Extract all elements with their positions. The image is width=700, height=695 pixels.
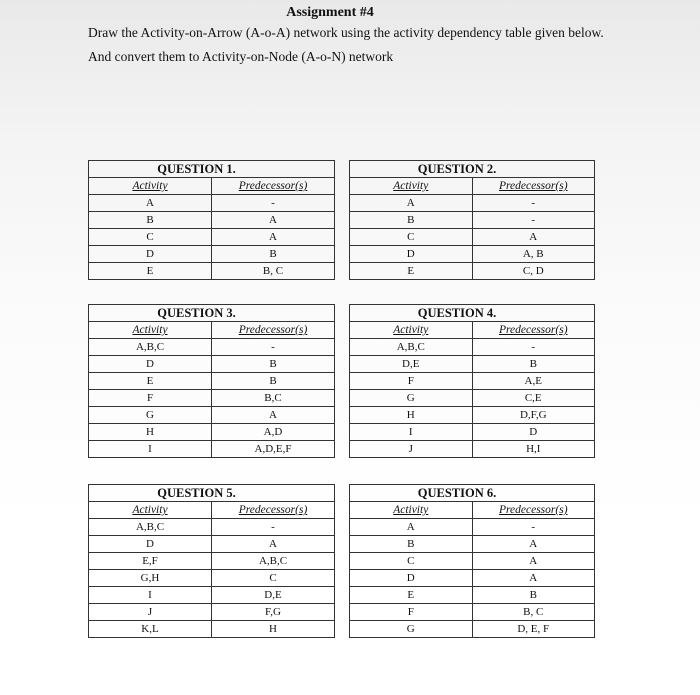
predecessor-cell: A [212, 229, 335, 246]
activity-cell: D [89, 356, 212, 373]
activity-cell: A [350, 195, 473, 212]
table-row [350, 390, 595, 407]
predecessor-cell: B [212, 356, 335, 373]
table-row [350, 604, 595, 621]
activity-cell: A,B,C [89, 519, 212, 536]
table-row [89, 536, 335, 553]
table-row [350, 570, 595, 587]
activity-cell: A,B,C [89, 339, 212, 356]
activity-cell: K,L [89, 621, 212, 638]
table-row [350, 519, 595, 536]
table-row [89, 390, 335, 407]
predecessor-cell: A,D [212, 424, 335, 441]
activity-column-header: Activity [89, 178, 212, 195]
question-1-table [88, 160, 335, 280]
activity-cell: D [350, 246, 473, 263]
activity-cell: G [89, 407, 212, 424]
predecessor-cell: - [472, 519, 595, 536]
predecessor-column-header: Predecessor(s) [212, 502, 335, 519]
predecessor-cell: D,F,G [472, 407, 595, 424]
question-3-table [88, 304, 335, 458]
table-row [89, 553, 335, 570]
activity-cell: C [89, 229, 212, 246]
activity-cell: J [89, 604, 212, 621]
question-4-table [349, 304, 595, 458]
predecessor-cell: B, C [472, 604, 595, 621]
activity-cell: E [89, 373, 212, 390]
predecessor-cell: C, D [472, 263, 595, 280]
table-row [89, 373, 335, 390]
activity-cell: G [350, 621, 473, 638]
predecessor-cell: A [472, 570, 595, 587]
predecessor-column-header: Predecessor(s) [472, 502, 595, 519]
table-row [89, 441, 335, 458]
activity-cell: B [89, 212, 212, 229]
activity-cell: F [89, 390, 212, 407]
predecessor-cell: B [212, 246, 335, 263]
question-2-table [349, 160, 595, 280]
predecessor-cell: A [472, 229, 595, 246]
activity-cell: B [350, 536, 473, 553]
predecessor-cell: B [212, 373, 335, 390]
activity-column-header: Activity [350, 502, 473, 519]
table-row [89, 587, 335, 604]
activity-cell: B [350, 212, 473, 229]
predecessor-cell: H [212, 621, 335, 638]
predecessor-cell: - [472, 195, 595, 212]
predecessor-cell: D [472, 424, 595, 441]
table-row [350, 441, 595, 458]
predecessor-column-header: Predecessor(s) [212, 322, 335, 339]
table-row [350, 212, 595, 229]
activity-cell: F [350, 604, 473, 621]
table-row [350, 536, 595, 553]
table-row [89, 621, 335, 638]
activity-cell: A [350, 519, 473, 536]
question-title: QUESTION 4. [350, 305, 595, 322]
predecessor-cell: B, C [212, 263, 335, 280]
assignment-title: Assignment #4 [286, 5, 374, 20]
predecessor-cell: A,D,E,F [212, 441, 335, 458]
question-title: QUESTION 5. [89, 485, 335, 502]
activity-column-header: Activity [89, 502, 212, 519]
predecessor-cell: B,C [212, 390, 335, 407]
table-row [89, 519, 335, 536]
predecessor-cell: - [212, 339, 335, 356]
table-row [350, 407, 595, 424]
predecessor-cell: D, E, F [472, 621, 595, 638]
predecessor-cell: - [472, 212, 595, 229]
activity-column-header: Activity [350, 322, 473, 339]
table-row [350, 356, 595, 373]
predecessor-cell: B [472, 587, 595, 604]
table-row [350, 621, 595, 638]
activity-cell: G,H [89, 570, 212, 587]
table-row [89, 229, 335, 246]
activity-cell: D [89, 536, 212, 553]
predecessor-column-header: Predecessor(s) [212, 178, 335, 195]
predecessor-cell: A [212, 407, 335, 424]
predecessor-column-header: Predecessor(s) [472, 178, 595, 195]
table-row [350, 229, 595, 246]
question-title: QUESTION 6. [350, 485, 595, 502]
activity-cell: D [350, 570, 473, 587]
table-row [350, 339, 595, 356]
activity-cell: E [89, 263, 212, 280]
activity-cell: A [89, 195, 212, 212]
table-row [350, 553, 595, 570]
activity-cell: E [350, 263, 473, 280]
table-row [89, 263, 335, 280]
activity-cell: F [350, 373, 473, 390]
question-title: QUESTION 3. [89, 305, 335, 322]
activity-cell: E,F [89, 553, 212, 570]
table-row [350, 373, 595, 390]
question-5-table [88, 484, 335, 638]
table-row [350, 263, 595, 280]
predecessor-cell: C,E [472, 390, 595, 407]
activity-cell: C [350, 229, 473, 246]
table-row [89, 407, 335, 424]
predecessor-cell: A, B [472, 246, 595, 263]
table-row [350, 195, 595, 212]
table-row [89, 212, 335, 229]
predecessor-column-header: Predecessor(s) [472, 322, 595, 339]
activity-cell: E [350, 587, 473, 604]
table-row [89, 604, 335, 621]
table-row [350, 424, 595, 441]
table-row [350, 587, 595, 604]
activity-cell: C [350, 553, 473, 570]
predecessor-cell: A [212, 212, 335, 229]
table-row [350, 246, 595, 263]
activity-cell: D [89, 246, 212, 263]
activity-cell: J [350, 441, 473, 458]
predecessor-cell: C [212, 570, 335, 587]
question-6-table [349, 484, 595, 638]
question-title: QUESTION 1. [89, 161, 335, 178]
predecessor-cell: A,E [472, 373, 595, 390]
predecessor-cell: A,B,C [212, 553, 335, 570]
table-row [89, 246, 335, 263]
instructions-text: Draw the Activity-on-Arrow (A-o-A) network using the activity dependency table given below. And convert them to Activity-on-Node (A-o-N) network [88, 25, 604, 64]
activity-column-header: Activity [350, 178, 473, 195]
question-title: QUESTION 2. [350, 161, 595, 178]
activity-cell: D,E [350, 356, 473, 373]
activity-cell: I [350, 424, 473, 441]
activity-cell: A,B,C [350, 339, 473, 356]
predecessor-cell: A [472, 536, 595, 553]
predecessor-cell: - [212, 519, 335, 536]
predecessor-cell: - [212, 195, 335, 212]
table-row [89, 570, 335, 587]
activity-cell: H [89, 424, 212, 441]
predecessor-cell: D,E [212, 587, 335, 604]
activity-cell: G [350, 390, 473, 407]
activity-column-header: Activity [89, 322, 212, 339]
table-row [89, 339, 335, 356]
predecessor-cell: - [472, 339, 595, 356]
table-row [89, 195, 335, 212]
activity-cell: H [350, 407, 473, 424]
predecessor-cell: F,G [212, 604, 335, 621]
predecessor-cell: B [472, 356, 595, 373]
table-row [89, 356, 335, 373]
activity-cell: I [89, 441, 212, 458]
activity-cell: I [89, 587, 212, 604]
predecessor-cell: A [212, 536, 335, 553]
predecessor-cell: A [472, 553, 595, 570]
table-row [89, 424, 335, 441]
predecessor-cell: H,I [472, 441, 595, 458]
